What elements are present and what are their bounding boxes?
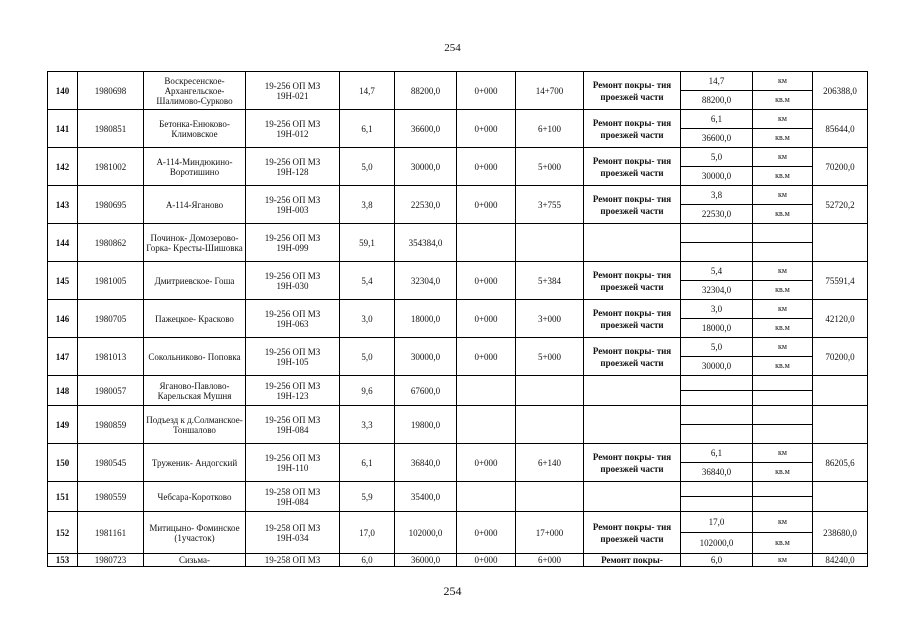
work-type-cell: Ремонт покры-: [584, 554, 681, 567]
start-km-cell: 0+000: [457, 554, 516, 567]
table-row: [48, 512, 868, 533]
length-cell: 3,0: [340, 300, 395, 338]
total-cost-cell: [813, 376, 868, 406]
start-km-cell: 0+000: [457, 262, 516, 300]
road-code-cell: 1980859: [78, 406, 144, 444]
area-cell: 18000,0: [395, 300, 457, 338]
road-name-cell: Яганово-Павлово- Карельская Мушня: [144, 376, 246, 406]
row-number-cell: 140: [48, 72, 78, 110]
unit-area-cell: кв.м: [753, 463, 813, 482]
quantity-km-cell: 14,7: [681, 72, 753, 91]
table-row: [48, 262, 868, 281]
area-cell: 36000,0: [395, 554, 457, 567]
road-id-cell: 19-256 ОП МЗ 19Н-084: [246, 406, 340, 444]
road-code-cell: 1981002: [78, 148, 144, 186]
quantity-km-cell: [681, 224, 753, 243]
quantity-km-cell: 17,0: [681, 512, 753, 533]
table-row: [48, 444, 868, 463]
unit-km-cell: км: [753, 444, 813, 463]
unit-area-cell: [753, 391, 813, 406]
quantity-km-cell: [681, 406, 753, 425]
road-name-cell: Подъезд к д.Солманское- Тоншалово: [144, 406, 246, 444]
length-cell: 9,6: [340, 376, 395, 406]
area-cell: 354384,0: [395, 224, 457, 262]
road-code-cell: 1981005: [78, 262, 144, 300]
quantity-area-cell: 102000,0: [681, 533, 753, 554]
area-cell: 22530,0: [395, 186, 457, 224]
road-id-cell: 19-256 ОП МЗ 19Н-003: [246, 186, 340, 224]
area-cell: 67600,0: [395, 376, 457, 406]
road-name-cell: Сизьма-: [144, 554, 246, 567]
end-km-cell: [516, 376, 584, 406]
quantity-km-cell: [681, 482, 753, 497]
road-code-cell: 1980559: [78, 482, 144, 512]
work-type-cell: Ремонт покры- тия проезжей части: [584, 512, 681, 554]
page-number-top: 254: [444, 42, 461, 54]
length-cell: 3,8: [340, 186, 395, 224]
start-km-cell: 0+000: [457, 72, 516, 110]
start-km-cell: 0+000: [457, 338, 516, 376]
road-id-cell: 19-256 ОП МЗ 19Н-105: [246, 338, 340, 376]
row-number-cell: 141: [48, 110, 78, 148]
road-code-cell: 1981013: [78, 338, 144, 376]
end-km-cell: 17+000: [516, 512, 584, 554]
table-row: [48, 148, 868, 167]
work-type-cell: Ремонт покры- тия проезжей части: [584, 444, 681, 482]
unit-km-cell: [753, 482, 813, 497]
start-km-cell: [457, 482, 516, 512]
row-number-cell: 142: [48, 148, 78, 186]
unit-area-cell: [753, 497, 813, 512]
road-code-cell: 1981161: [78, 512, 144, 554]
total-cost-cell: 85644,0: [813, 110, 868, 148]
table-row: [48, 338, 868, 357]
quantity-area-cell: 36600,0: [681, 129, 753, 148]
road-id-cell: 19-258 ОП МЗ 19Н-084: [246, 482, 340, 512]
work-type-cell: Ремонт покры- тия проезжей части: [584, 262, 681, 300]
road-code-cell: 1980862: [78, 224, 144, 262]
end-km-cell: 3+000: [516, 300, 584, 338]
area-cell: 102000,0: [395, 512, 457, 554]
length-cell: 6,1: [340, 444, 395, 482]
length-cell: 5,0: [340, 338, 395, 376]
quantity-area-cell: 88200,0: [681, 91, 753, 110]
row-number-cell: 143: [48, 186, 78, 224]
quantity-area-cell: 30000,0: [681, 167, 753, 186]
end-km-cell: [516, 406, 584, 444]
area-cell: 36840,0: [395, 444, 457, 482]
quantity-km-cell: 6,1: [681, 444, 753, 463]
table-row: [48, 110, 868, 129]
road-code-cell: 1980705: [78, 300, 144, 338]
start-km-cell: 0+000: [457, 186, 516, 224]
end-km-cell: 5+000: [516, 338, 584, 376]
row-number-cell: 153: [48, 554, 78, 567]
unit-area-cell: кв.м: [753, 205, 813, 224]
road-code-cell: 1980057: [78, 376, 144, 406]
table-row: [48, 224, 868, 243]
unit-km-cell: км: [753, 262, 813, 281]
road-id-cell: 19-256 ОП МЗ 19Н-012: [246, 110, 340, 148]
unit-area-cell: кв.м: [753, 167, 813, 186]
start-km-cell: 0+000: [457, 148, 516, 186]
unit-km-cell: км: [753, 300, 813, 319]
total-cost-cell: 238680,0: [813, 512, 868, 554]
quantity-area-cell: 22530,0: [681, 205, 753, 224]
area-cell: 32304,0: [395, 262, 457, 300]
road-id-cell: 19-256 ОП МЗ 19Н-063: [246, 300, 340, 338]
quantity-area-cell: 30000,0: [681, 357, 753, 376]
quantity-area-cell: [681, 425, 753, 444]
row-number-cell: 147: [48, 338, 78, 376]
table-row: [48, 186, 868, 205]
road-id-cell: 19-256 ОП МЗ 19Н-099: [246, 224, 340, 262]
length-cell: 6,0: [340, 554, 395, 567]
quantity-area-cell: 32304,0: [681, 281, 753, 300]
road-code-cell: 1980723: [78, 554, 144, 567]
table-body: [48, 72, 868, 567]
unit-area-cell: кв.м: [753, 91, 813, 110]
work-type-cell: Ремонт покры- тия проезжей части: [584, 186, 681, 224]
end-km-cell: [516, 224, 584, 262]
unit-area-cell: [753, 243, 813, 262]
work-type-cell: Ремонт покры- тия проезжей части: [584, 72, 681, 110]
end-km-cell: 5+384: [516, 262, 584, 300]
road-name-cell: Дмитриевское- Гоша: [144, 262, 246, 300]
start-km-cell: [457, 376, 516, 406]
total-cost-cell: 52720,2: [813, 186, 868, 224]
road-code-cell: 1980545: [78, 444, 144, 482]
work-type-cell: Ремонт покры- тия проезжей части: [584, 110, 681, 148]
row-number-cell: 148: [48, 376, 78, 406]
start-km-cell: 0+000: [457, 444, 516, 482]
quantity-area-cell: 18000,0: [681, 319, 753, 338]
end-km-cell: 6+140: [516, 444, 584, 482]
total-cost-cell: 70200,0: [813, 148, 868, 186]
table-row: [48, 300, 868, 319]
length-cell: 59,1: [340, 224, 395, 262]
length-cell: 5,9: [340, 482, 395, 512]
row-number-cell: 150: [48, 444, 78, 482]
total-cost-cell: [813, 482, 868, 512]
end-km-cell: 6+000: [516, 554, 584, 567]
length-cell: 5,4: [340, 262, 395, 300]
quantity-area-cell: [681, 391, 753, 406]
road-name-cell: А-114-Миндюкино- Воротишино: [144, 148, 246, 186]
row-number-cell: 151: [48, 482, 78, 512]
road-id-cell: 19-256 ОП МЗ 19Н-128: [246, 148, 340, 186]
area-cell: 30000,0: [395, 148, 457, 186]
road-name-cell: Митицыно- Фоминское (1участок): [144, 512, 246, 554]
total-cost-cell: 70200,0: [813, 338, 868, 376]
unit-km-cell: км: [753, 554, 813, 567]
road-name-cell: Сокольниково- Поповка: [144, 338, 246, 376]
road-repair-table: [47, 71, 868, 567]
road-name-cell: Бетонка-Енюково- Климовское: [144, 110, 246, 148]
quantity-area-cell: [681, 497, 753, 512]
quantity-area-cell: [681, 243, 753, 262]
unit-km-cell: км: [753, 338, 813, 357]
road-code-cell: 1980851: [78, 110, 144, 148]
work-type-cell: Ремонт покры- тия проезжей части: [584, 338, 681, 376]
area-cell: 19800,0: [395, 406, 457, 444]
end-km-cell: [516, 482, 584, 512]
quantity-km-cell: 3,8: [681, 186, 753, 205]
unit-km-cell: [753, 376, 813, 391]
length-cell: 17,0: [340, 512, 395, 554]
road-name-cell: Чебсара-Коротково: [144, 482, 246, 512]
total-cost-cell: [813, 406, 868, 444]
road-id-cell: 19-258 ОП МЗ 19Н-034: [246, 512, 340, 554]
area-cell: 35400,0: [395, 482, 457, 512]
start-km-cell: 0+000: [457, 110, 516, 148]
quantity-km-cell: 5,4: [681, 262, 753, 281]
row-number-cell: 146: [48, 300, 78, 338]
start-km-cell: [457, 406, 516, 444]
start-km-cell: [457, 224, 516, 262]
row-number-cell: 152: [48, 512, 78, 554]
unit-area-cell: кв.м: [753, 533, 813, 554]
total-cost-cell: [813, 224, 868, 262]
unit-km-cell: км: [753, 148, 813, 167]
work-type-cell: Ремонт покры- тия проезжей части: [584, 300, 681, 338]
total-cost-cell: 42120,0: [813, 300, 868, 338]
length-cell: 14,7: [340, 72, 395, 110]
start-km-cell: 0+000: [457, 512, 516, 554]
work-type-cell: [584, 224, 681, 262]
road-id-cell: 19-256 ОП МЗ 19Н-021: [246, 72, 340, 110]
area-cell: 36600,0: [395, 110, 457, 148]
road-name-cell: Пажецкое- Красково: [144, 300, 246, 338]
quantity-km-cell: 6,1: [681, 110, 753, 129]
unit-km-cell: км: [753, 186, 813, 205]
length-cell: 6,1: [340, 110, 395, 148]
area-cell: 88200,0: [395, 72, 457, 110]
unit-km-cell: [753, 406, 813, 425]
table-row: [48, 406, 868, 425]
row-number-cell: 144: [48, 224, 78, 262]
total-cost-cell: 75591,4: [813, 262, 868, 300]
quantity-km-cell: 6,0: [681, 554, 753, 567]
unit-km-cell: км: [753, 72, 813, 91]
unit-area-cell: кв.м: [753, 281, 813, 300]
road-name-cell: Воскресенское- Архангельское- Шалимово-Сурково: [144, 72, 246, 110]
length-cell: 5,0: [340, 148, 395, 186]
page-number-bottom: 254: [443, 584, 462, 598]
quantity-km-cell: [681, 376, 753, 391]
road-code-cell: 1980695: [78, 186, 144, 224]
end-km-cell: 6+100: [516, 110, 584, 148]
table-row: [48, 376, 868, 391]
end-km-cell: 5+000: [516, 148, 584, 186]
road-name-cell: А-114-Яганово: [144, 186, 246, 224]
unit-km-cell: км: [753, 110, 813, 129]
work-type-cell: [584, 482, 681, 512]
end-km-cell: 14+700: [516, 72, 584, 110]
unit-km-cell: км: [753, 512, 813, 533]
unit-area-cell: [753, 425, 813, 444]
quantity-km-cell: 3,0: [681, 300, 753, 319]
work-type-cell: Ремонт покры- тия проезжей части: [584, 148, 681, 186]
total-cost-cell: 86205,6: [813, 444, 868, 482]
unit-km-cell: [753, 224, 813, 243]
road-id-cell: 19-256 ОП МЗ 19Н-123: [246, 376, 340, 406]
quantity-km-cell: 5,0: [681, 338, 753, 357]
unit-area-cell: кв.м: [753, 319, 813, 338]
end-km-cell: 3+755: [516, 186, 584, 224]
road-name-cell: Труженик- Андогский: [144, 444, 246, 482]
row-number-cell: 145: [48, 262, 78, 300]
total-cost-cell: 84240,0: [813, 554, 868, 567]
quantity-area-cell: 36840,0: [681, 463, 753, 482]
table-row: [48, 554, 868, 567]
table-row: [48, 482, 868, 497]
unit-area-cell: кв.м: [753, 357, 813, 376]
table-row: [48, 72, 868, 91]
start-km-cell: 0+000: [457, 300, 516, 338]
unit-area-cell: кв.м: [753, 129, 813, 148]
road-name-cell: Починок- Домозерово-Горка- Кресты-Шишовка: [144, 224, 246, 262]
quantity-km-cell: 5,0: [681, 148, 753, 167]
road-id-cell: 19-256 ОП МЗ 19Н-110: [246, 444, 340, 482]
total-cost-cell: 206388,0: [813, 72, 868, 110]
area-cell: 30000,0: [395, 338, 457, 376]
road-id-cell: 19-256 ОП МЗ 19Н-030: [246, 262, 340, 300]
row-number-cell: 149: [48, 406, 78, 444]
road-id-cell: 19-258 ОП МЗ: [246, 554, 340, 567]
work-type-cell: [584, 406, 681, 444]
road-code-cell: 1980698: [78, 72, 144, 110]
work-type-cell: [584, 376, 681, 406]
length-cell: 3,3: [340, 406, 395, 444]
